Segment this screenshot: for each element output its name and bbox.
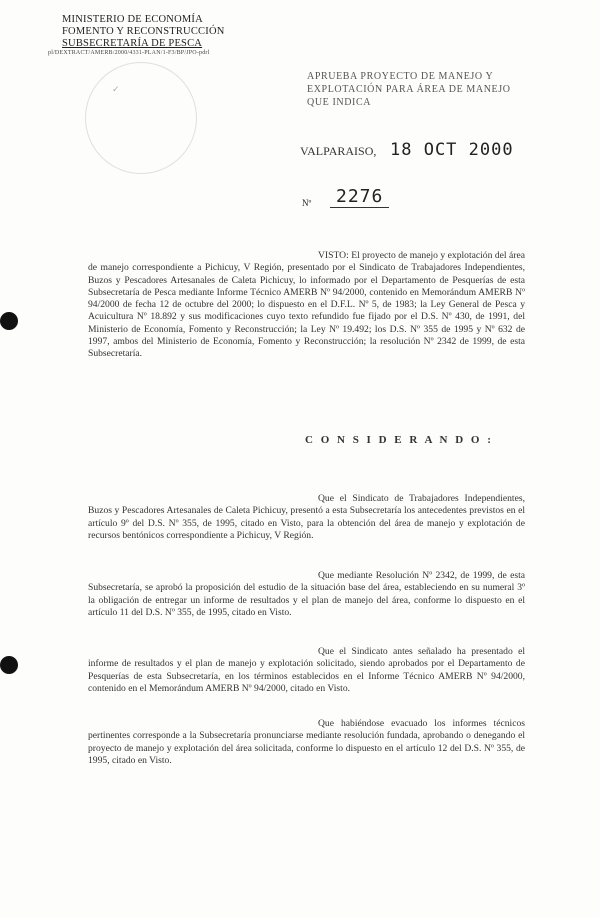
number-label: Nº bbox=[302, 198, 312, 208]
subsecretaria-line: SUBSECRETARÍA DE PESCA bbox=[62, 38, 203, 49]
binder-hole-icon bbox=[0, 656, 18, 674]
seal-stamp bbox=[85, 62, 197, 174]
considerando-2-lead: Que mediante Resolución Nº 2342, de 1999, de bbox=[318, 570, 507, 581]
considerando-heading: C O N S I D E R A N D O : bbox=[305, 434, 494, 446]
considerando-paragraph-4 bbox=[88, 718, 525, 767]
resolution-number: 2276 bbox=[330, 186, 389, 208]
seal-mark-icon: ✓ bbox=[112, 84, 120, 94]
date-stamp: 18 OCT 2000 bbox=[390, 140, 514, 160]
considerando-3-lead: Que el Sindicato antes señalado ha presentado el bbox=[318, 646, 525, 657]
ministry-line-1: MINISTERIO DE ECONOMÍA bbox=[62, 14, 203, 25]
considerando-1-text: Buzos y Pescadores Artesanales de Caleta Pichicuy, presentó a esta Subsecretaría los antecedentes previstos en el artículo 9º del D.S. Nº 355, de 1995, citado en Visto, para la obtención del área de manejo y explotación de recursos bentónicos correspondiente a Pichicuy, V Región. bbox=[88, 505, 525, 541]
visto-text: El proyecto de manejo y explotación del área de manejo correspondiente a Pichicuy, V Región, presentado por el Sindicato de Trabajadores Independientes, Buzos y Pescadores Artesanales de Caleta Pichicuy, lo informado por el Departamento de Pesquerías de esta Subsecretaría de Pesca mediante Informe Técnico AMERB Nº 94/2000, contenido en Memorándum AMERB Nº 94/2000 de fecha 12 de octubre del 2000; lo dispuesto en el D.F.L. Nº 5, de 1983; la Ley General de Pesca y Acuicultura Nº 18.892 y sus modificaciones cuyo texto refundido fue fijado por el D.S. Nº 430, de 1991, del Ministerio de Economía, Fomento y Reconstrucción; la Ley Nº 19.492; los D.S. Nº 355 de 1995 y Nº 632 de 1997, ambos del Ministerio de Economía, Fomento y Reconstrucción; la resolución Nº 2342 de 1999, de esta Subsecretaría. bbox=[88, 250, 525, 360]
considerando-1-lead: Que el Sindicato de Trabajadores Independientes, bbox=[318, 493, 525, 504]
considerando-4-lead: Que habiéndose evacuado los informes técnicos bbox=[318, 718, 525, 729]
binder-hole-icon bbox=[0, 312, 18, 330]
letterhead bbox=[62, 14, 225, 50]
considerando-paragraph-1 bbox=[88, 493, 525, 542]
document-subject: APRUEBA PROYECTO DE MANEJO Y EXPLOTACIÓN PARA ÁREA DE MANEJO QUE INDICA bbox=[307, 71, 511, 108]
reference-code: pl/DEXTRACT/AMERB/2000/4331-PLAN/1-F3/BP/JPO-pdrl bbox=[48, 50, 210, 56]
ministry-line-2: FOMENTO Y RECONSTRUCCIÓN bbox=[62, 26, 225, 37]
visto-paragraph bbox=[88, 250, 525, 361]
considerando-3-text: informe de resultados y el plan de manejo y explotación solicitado, siendo aprobados por el Departamento de Pesquerías de esta Subsecretaría, en los términos establecidos en el Informe Técnico AMERB Nº 94/2000, contenido en el Memorándum AMERB Nº 94/2000, citado en Visto. bbox=[88, 658, 525, 694]
considerando-paragraph-3 bbox=[88, 646, 525, 695]
place-label: VALPARAISO, bbox=[300, 144, 377, 158]
visto-lead: VISTO: bbox=[318, 250, 349, 261]
considerando-paragraph-2 bbox=[88, 570, 525, 619]
considerando-2-text: esta Subsecretaría, se aprobó la proposición del estudio de la situación base del área, estableciendo en su numeral 3º la obligación de entregar un informe de resultados y el plan de manejo del área, conforme lo dispuesto en el artículo 11 del D.S. Nº 355, de 1995, citado en Visto. bbox=[88, 570, 525, 618]
considerando-4-text: pertinentes corresponde a la Subsecretaría pronunciarse mediante resolución fundada, aprobando o denegando el proyecto de manejo y explotación del área solicitada, conforme lo dispuesto en el artículo 12 del D.S. Nº 355, de 1995, citado en Visto. bbox=[88, 730, 525, 766]
